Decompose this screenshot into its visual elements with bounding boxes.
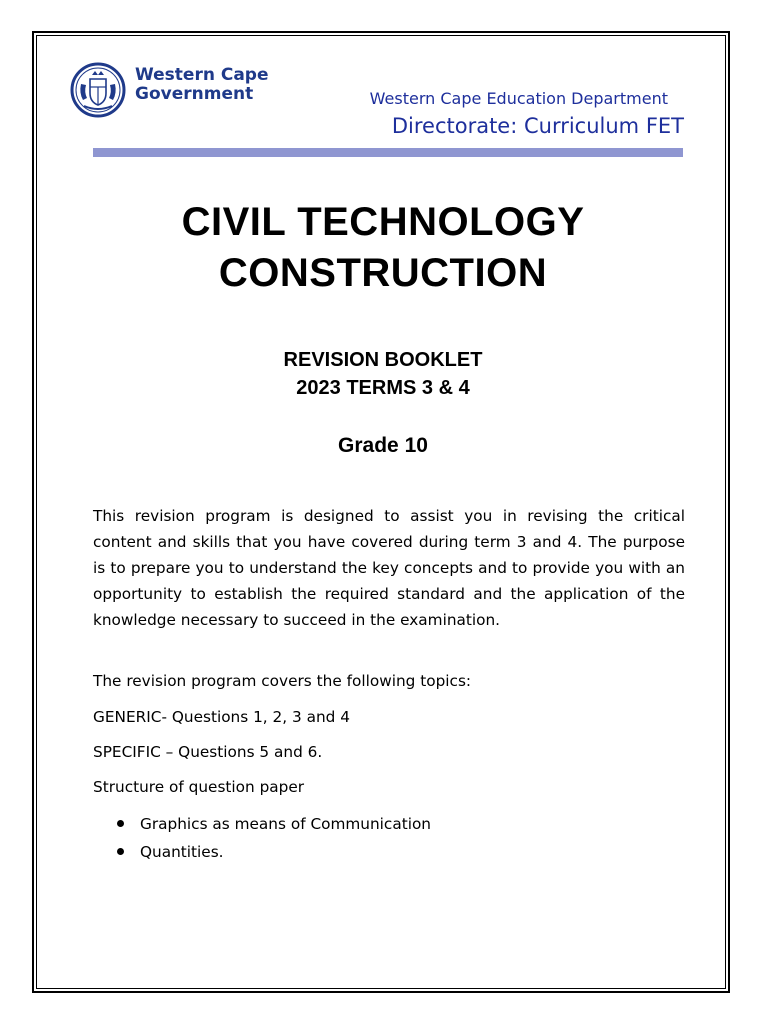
structure-heading: Structure of question paper [93, 778, 305, 796]
list-item: Quantities. [93, 838, 685, 866]
department-name: Western Cape Education Department [369, 89, 668, 108]
logo-line-2: Government [135, 84, 254, 104]
logo-line-1: Western Cape [135, 65, 269, 85]
western-cape-government-logo [70, 62, 270, 118]
grade-label: Grade 10 [338, 434, 428, 457]
specific-topics-line: SPECIFIC – Questions 5 and 6. [93, 743, 323, 761]
topics-intro-paragraph: The revision program covers the following topics: [93, 672, 472, 690]
terms-subtitle: 2023 TERMS 3 & 4 [296, 377, 470, 399]
structure-bullet-list [93, 810, 685, 866]
booklet-subtitle: REVISION BOOKLET [283, 349, 483, 371]
list-item: Graphics as means of Communication [93, 810, 685, 838]
document-title-line-2: CONSTRUCTION [218, 251, 548, 295]
intro-paragraph: This revision program is designed to assist you in revising the critical content and skills that you have covered during term 3 and 4. The purpose is to prepare you to understand the key concepts and to provide you with an opportunity to establish the required standard and the application of the knowledge necessary to succeed in the examination. [93, 507, 685, 629]
generic-topics-line: GENERIC- Questions 1, 2, 3 and 4 [93, 708, 350, 726]
coat-of-arms-icon [70, 62, 126, 118]
directorate-name: Directorate: Curriculum FET [391, 114, 684, 138]
logo-wordmark [135, 66, 269, 104]
header-divider-bar [93, 148, 683, 157]
document-title-line-1: CIVIL TECHNOLOGY [181, 200, 585, 244]
